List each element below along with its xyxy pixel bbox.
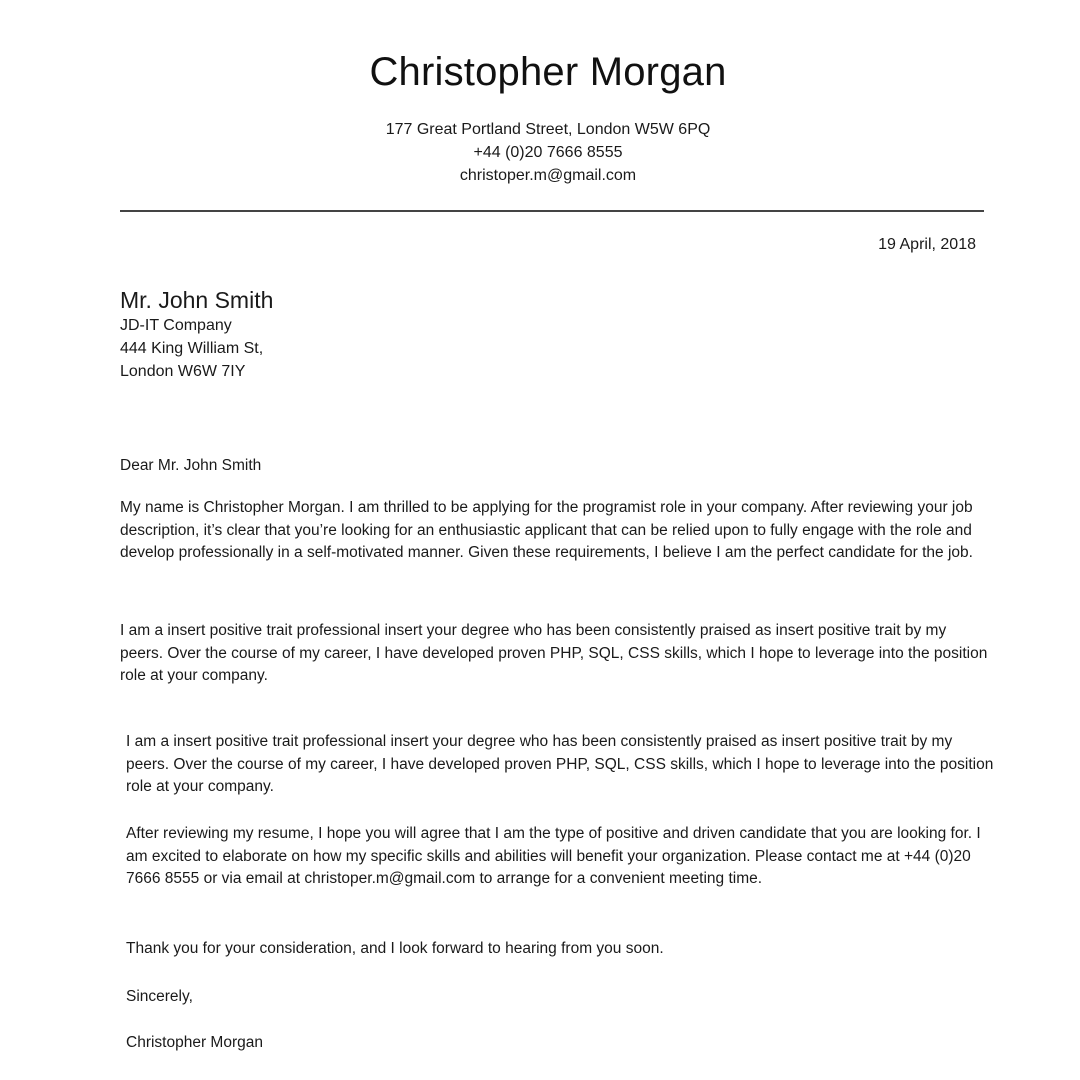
recipient-company: JD-IT Company bbox=[120, 317, 232, 334]
paragraph-3: I am a insert positive trait professional insert your degree who has been consistently praised as insert positive trait by my peers. Over the course of my career, I have developed proven PHP, SQL, CSS skills, which I hope to leverage into the position role at your company. bbox=[126, 733, 994, 795]
recipient-city: London W6W 7IY bbox=[120, 363, 246, 380]
recipient-name: Mr. John Smith bbox=[120, 287, 274, 313]
salutation: Dear Mr. John Smith bbox=[120, 457, 262, 474]
paragraph-2: I am a insert positive trait professional insert your degree who has been consistently praised as insert positive trait by my peers. Over the course of my career, I have developed proven PHP, SQL, CSS skills, which I hope to leverage into the position role at your company. bbox=[120, 622, 988, 684]
recipient-street: 444 King William St, bbox=[120, 340, 264, 357]
paragraph-1: My name is Christopher Morgan. I am thrilled to be applying for the programist role in your company. After reviewing your job description, it’s clear that you’re looking for an enthusiastic applicant that can be relied upon to fully engage with the role and develop professionally in a self-motivated manner. Given these requirements, I believe I am the perfect candidate for the job. bbox=[120, 499, 973, 561]
header-divider bbox=[120, 210, 984, 212]
signature-name: Christopher Morgan bbox=[126, 1034, 263, 1051]
paragraph-4: After reviewing my resume, I hope you will agree that I am the type of positive and driven candidate that you are looking for. I am excited to elaborate on how my specific skills and abilities will benefit your organization. Please contact me at +44 (0)20 7666 8555 or via email at christoper.m@gmail.com to arrange for a convenient meeting time. bbox=[126, 825, 981, 887]
paragraph-5: Thank you for your consideration, and I look forward to hearing from you soon. bbox=[126, 940, 664, 957]
sender-address: 177 Great Portland Street, London W5W 6PQ bbox=[385, 121, 711, 138]
sender-name: Christopher Morgan bbox=[369, 50, 727, 94]
sender-phone: +44 (0)20 7666 8555 bbox=[473, 144, 623, 161]
sender-contact bbox=[0, 118, 1080, 187]
sender-email: christoper.m@gmail.com bbox=[459, 167, 637, 184]
recipient-block bbox=[120, 286, 273, 383]
closing: Sincerely, bbox=[126, 988, 193, 1005]
letter-date: 19 April, 2018 bbox=[878, 236, 976, 253]
